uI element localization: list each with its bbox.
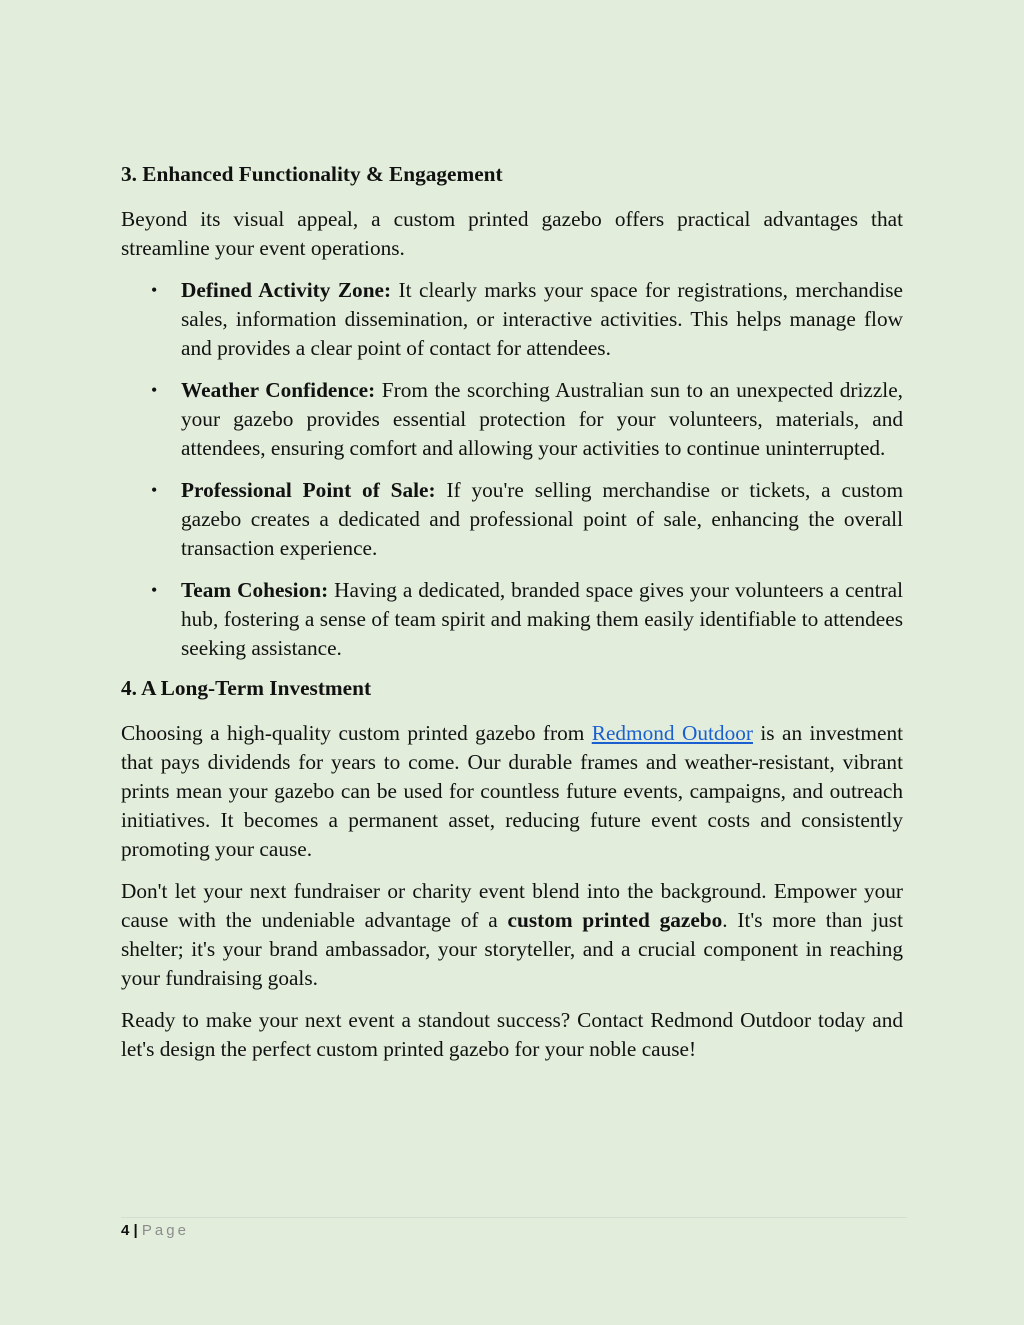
list-item-title: Defined Activity Zone: <box>181 278 392 302</box>
list-item-text: It clearly marks your space for registrations, merchandise sales, information dissemination, or interactive activities. This helps manage flow and provides a clear point of contact for attendees. <box>181 278 903 360</box>
paragraph-text: is an investment that pays dividends for years to come. Our durable frames and weather-resistant, vibrant prints mean your gazebo can be used for countless future events, campaigns, and outreach initiatives. It becomes a permanent asset, reducing future event costs and consistently promoting your cause. <box>121 721 904 861</box>
list-item <box>121 576 903 663</box>
list-item <box>121 476 903 563</box>
section-4-paragraph-2 <box>121 877 903 993</box>
page-number: 4 <box>121 1222 130 1239</box>
section-3-intro: Beyond its visual appeal, a custom printed gazebo offers practical advantages that streamline your event operations. <box>121 207 903 260</box>
list-item <box>121 276 903 363</box>
section-3-heading: 3. Enhanced Functionality & Engagement <box>121 162 503 186</box>
list-item-title: Weather Confidence: <box>181 378 376 402</box>
paragraph-text: . It's more than just shelter; it's your brand ambassador, your storyteller, and a crucial component in reaching your fundraising goals. <box>121 908 903 990</box>
paragraph-text: Don't let your next fundraiser or charity event blend into the background. Empower your cause with the undeniable advantage of a <box>121 879 903 932</box>
list-item-title: Professional Point of Sale: <box>181 478 436 502</box>
paragraph-text: Choosing a high-quality custom printed gazebo from <box>121 721 592 745</box>
bold-phrase: custom printed gazebo <box>507 908 723 932</box>
page-separator: | <box>133 1222 138 1239</box>
section-4-paragraph-1 <box>121 719 903 864</box>
list-item-text: From the scorching Australian sun to an unexpected drizzle, your gazebo provides essential protection for your volunteers, materials, and attendees, ensuring comfort and allowing your activities to continue uninterrupted. <box>181 378 903 460</box>
list-item <box>121 376 903 463</box>
document-page <box>121 156 903 1077</box>
page-label: Page <box>141 1222 189 1239</box>
bullet-icon: • <box>151 380 158 400</box>
redmond-outdoor-link[interactable]: Redmond Outdoor <box>591 721 753 745</box>
section-4-paragraph-3: Ready to make your next event a standout success? Contact Redmond Outdoor today and let's design the perfect custom printed gazebo for your noble cause! <box>121 1008 903 1061</box>
feature-list <box>121 276 903 663</box>
bullet-icon: • <box>151 580 158 600</box>
page-footer <box>121 1217 907 1239</box>
list-item-text: Having a dedicated, branded space gives your volunteers a central hub, fostering a sense of team spirit and making them easily identifiable to attendees seeking assistance. <box>181 578 903 660</box>
bullet-icon: • <box>151 280 158 300</box>
list-item-title: Team Cohesion: <box>181 578 329 602</box>
bullet-icon: • <box>151 480 158 500</box>
list-item-text: If you're selling merchandise or tickets, a custom gazebo creates a dedicated and professional point of sale, enhancing the overall transaction experience. <box>181 478 904 560</box>
section-4-heading: 4. A Long-Term Investment <box>121 676 372 700</box>
